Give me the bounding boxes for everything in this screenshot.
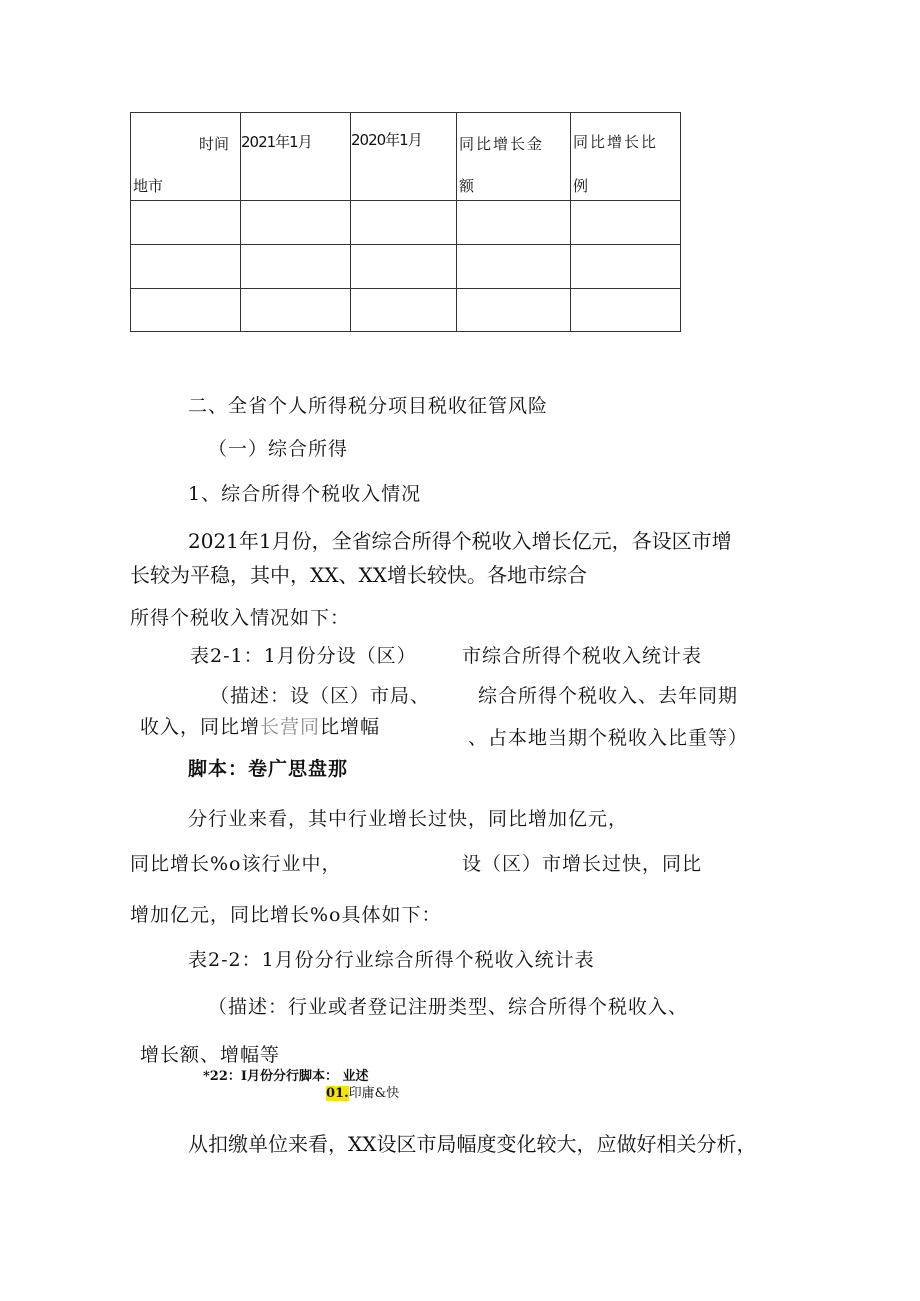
table-row	[131, 289, 681, 332]
subsection-1-heading: （一）综合所得	[208, 438, 349, 460]
garbled-text-1: *22：I月份分行脚本： 业述	[203, 1069, 369, 1084]
script-line: 脚本：卷广思盘那	[188, 758, 349, 780]
table-2-1-title-a: 表2-1：1月份分设（区）	[190, 645, 417, 667]
table-2-1-desc-d: 、占本地当期个税收入比重等）	[468, 727, 749, 749]
statistics-table	[130, 112, 681, 332]
header-2020: 2020年1月	[351, 113, 457, 201]
table-2-1-desc-b: 综合所得个税收入、去年同期	[478, 685, 739, 707]
table-row	[131, 201, 681, 245]
corner-city-label: 地市	[133, 177, 164, 195]
table-2-2-title: 表2-2：1月份分行业综合所得个税收入统计表	[188, 949, 595, 971]
paragraph-1-line-3: 所得个税收入情况如下：	[130, 607, 351, 629]
paragraph-2-line-2a: 同比增长%o该行业中，	[130, 853, 342, 875]
paragraph-1-line-1: 2021年1月份，全省综合所得个税收入增长亿元，各设区市增	[188, 529, 732, 553]
paragraph-2-line-3: 增加亿元，同比增长%o具体如下：	[130, 904, 442, 926]
corner-cell	[131, 113, 241, 201]
header-growth-amount: 同比增长金 额	[457, 113, 571, 201]
paragraph-2-line-2b: 设（区）市增长过快，同比	[462, 853, 703, 875]
item-1-heading: 1、综合所得个税收入情况	[188, 483, 422, 505]
table-header-row	[131, 113, 681, 201]
paragraph-3-line-1: 从扣缴单位来看，XX设区市局幅度变化较大，应做好相关分析，	[188, 1132, 757, 1156]
table-2-1-title-b: 市综合所得个税收入统计表	[462, 645, 703, 667]
table-2-1-desc-a: （描述：设（区）市局、	[210, 685, 431, 707]
paragraph-1-line-2: 长较为平稳，其中，XX、XX增长较快。各地市综合	[130, 563, 587, 587]
table-2-2-desc-a: （描述：行业或者登记注册类型、综合所得个税收入、	[208, 996, 689, 1018]
header-growth-ratio: 同比增长比 例	[571, 113, 681, 201]
garbled-text-2: 01.印庸&快	[326, 1086, 400, 1101]
header-2021: 2021年1月	[241, 113, 351, 201]
section-2-heading: 二、全省个人所得税分项目税收征管风险	[188, 395, 549, 417]
paragraph-2-line-1: 分行业来看，其中行业增长过快，同比增加亿元，	[188, 808, 629, 830]
table-2-2-desc-b: 增长额、增幅等	[140, 1044, 281, 1066]
table-row	[131, 245, 681, 289]
table-2-1-desc-c: 收入，同比增长营同比增幅	[140, 716, 381, 738]
corner-time-label: 时间	[199, 135, 230, 153]
